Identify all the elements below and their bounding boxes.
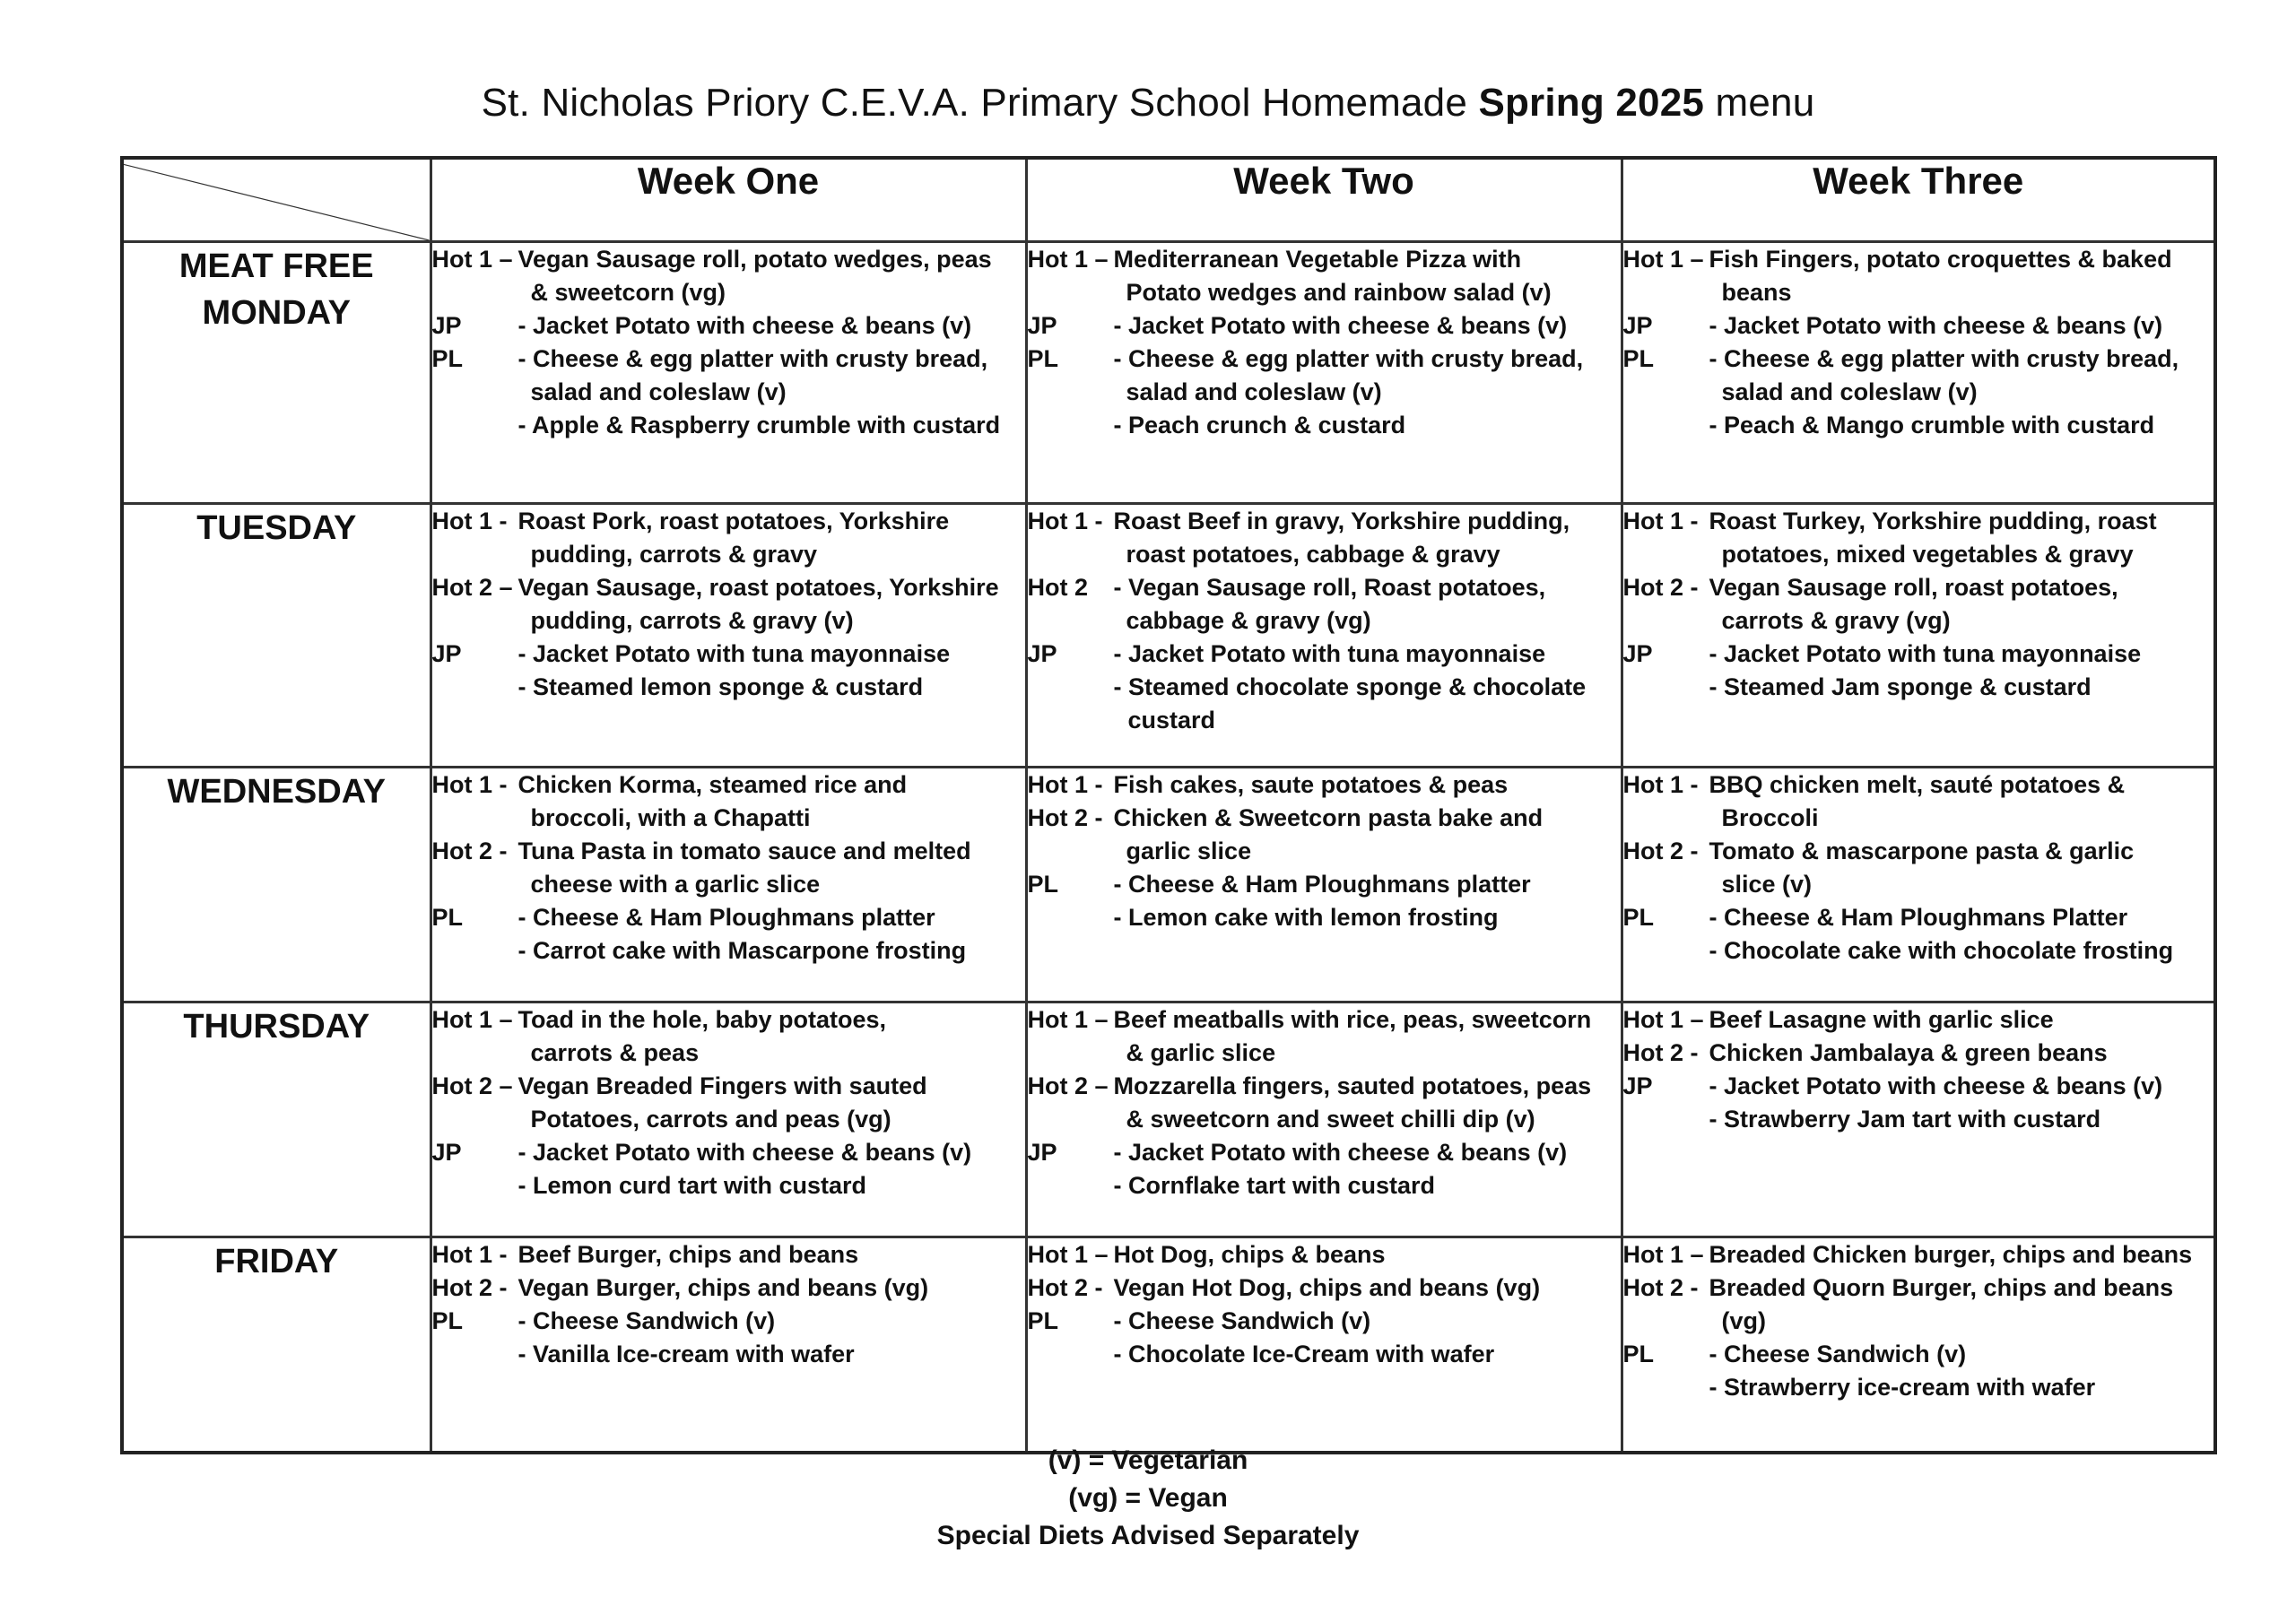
menu-entry <box>432 571 1025 638</box>
entry-text <box>1709 505 2214 571</box>
menu-entry <box>1028 309 1621 343</box>
menu-entry <box>1623 505 2214 571</box>
week-header-2: Week Two <box>1026 158 1622 242</box>
entry-line: - Cheese & egg platter with crusty bread, <box>517 345 988 372</box>
entry-line: - Chocolate cake with chocolate frosting <box>1709 937 2174 964</box>
entry-line: Chicken & Sweetcorn pasta bake and <box>1113 804 1544 831</box>
menu-entry <box>432 1169 1025 1202</box>
entry-text <box>1114 1271 1621 1305</box>
entry-text <box>1114 901 1621 934</box>
menu-cell <box>1622 768 2215 1002</box>
menu-entry <box>432 1271 1025 1305</box>
entry-continuation: custard <box>1127 707 1216 733</box>
legend <box>0 1442 2296 1555</box>
entry-text <box>1709 768 2214 835</box>
menu-entry <box>1028 505 1621 571</box>
entry-line: - Steamed Jam sponge & custard <box>1709 673 2092 700</box>
entry-text <box>1114 243 1621 309</box>
entry-continuation: broccoli, with a Chapatti <box>530 804 811 831</box>
entry-text <box>1709 1003 2214 1037</box>
day-label <box>122 504 430 768</box>
entry-label: Hot 1 - <box>431 771 508 798</box>
day-label-line: MONDAY <box>202 294 351 332</box>
entry-label: JP <box>1027 1139 1057 1166</box>
entry-line: - Cheese & Ham Ploughmans Platter <box>1709 904 2128 931</box>
entry-line: - Cheese & egg platter with crusty bread, <box>1709 345 2179 372</box>
entry-text <box>518 768 1025 835</box>
menu-entry <box>1028 1070 1621 1136</box>
entry-line: - Strawberry Jam tart with custard <box>1709 1106 2101 1133</box>
entry-line: Vegan Sausage, roast potatoes, Yorkshire <box>517 574 999 601</box>
entry-label: JP <box>1622 312 1653 339</box>
menu-entry <box>1623 343 2214 409</box>
menu-cell <box>1026 1002 1622 1237</box>
legend-vegan: (vg) = Vegan <box>1068 1483 1228 1513</box>
entry-text <box>1114 1070 1621 1136</box>
entry-text <box>518 1003 1025 1070</box>
entry-text <box>1709 1371 2214 1404</box>
entry-continuation: cabbage & gravy (vg) <box>1126 607 1371 634</box>
entry-line: Vegan Sausage roll, roast potatoes, <box>1709 574 2118 601</box>
entry-label: Hot 1 – <box>1027 246 1109 273</box>
entry-continuation: roast potatoes, cabbage & gravy <box>1126 541 1500 568</box>
menu-cell <box>1622 504 2215 768</box>
entry-text <box>1114 505 1621 571</box>
menu-entry <box>432 671 1025 704</box>
menu-entry <box>432 1003 1025 1070</box>
entry-line: Roast Turkey, Yorkshire pudding, roast <box>1709 508 2157 534</box>
menu-entry <box>432 768 1025 835</box>
day-row <box>122 504 2215 768</box>
entry-label: Hot 2 – <box>431 1072 513 1099</box>
entry-label: Hot 1 – <box>1027 1006 1109 1033</box>
entry-text <box>518 1169 1025 1202</box>
entry-label: Hot 1 – <box>431 246 513 273</box>
entry-label: PL <box>1622 345 1655 372</box>
menu-cell <box>1026 504 1622 768</box>
menu-entry <box>1623 768 2214 835</box>
entry-label: Hot 2 - <box>431 1274 508 1301</box>
entry-text <box>1114 671 1621 737</box>
entry-line: - Jacket Potato with cheese & beans (v) <box>1709 312 2163 339</box>
entry-label: Hot 2 - <box>1622 1274 1699 1301</box>
menu-entry <box>1623 1371 2214 1404</box>
entry-label: PL <box>431 1307 464 1334</box>
menu-entry <box>1028 1238 1621 1271</box>
entry-label: PL <box>1622 1341 1655 1367</box>
entry-line: - Cheese & egg platter with crusty bread, <box>1113 345 1584 372</box>
entry-line: - Jacket Potato with cheese & beans (v) <box>1709 1072 2163 1099</box>
menu-cell <box>430 504 1026 768</box>
entry-label: Hot 2 - <box>1622 838 1699 864</box>
entry-text <box>518 1070 1025 1136</box>
entry-text <box>518 934 1025 968</box>
entry-text <box>518 505 1025 571</box>
entry-line: - Lemon cake with lemon frosting <box>1113 904 1499 931</box>
menu-entry <box>1028 638 1621 671</box>
entry-label: Hot 1 - <box>1027 771 1103 798</box>
entry-text <box>1114 1136 1621 1169</box>
entry-text <box>518 1338 1025 1371</box>
day-label <box>122 242 430 504</box>
entry-text <box>518 343 1025 409</box>
entry-continuation: & garlic slice <box>1126 1039 1276 1066</box>
entry-line: - Jacket Potato with cheese & beans (v) <box>517 1139 972 1166</box>
menu-entry <box>1028 1003 1621 1070</box>
entry-label: JP <box>1027 640 1057 667</box>
entry-continuation: carrots & peas <box>530 1039 700 1066</box>
entry-text <box>1114 409 1621 442</box>
menu-entry <box>1623 1103 2214 1136</box>
entry-label: Hot 1 – <box>431 1006 513 1033</box>
entry-text <box>518 835 1025 901</box>
entry-line: - Lemon curd tart with custard <box>517 1172 867 1199</box>
entry-text <box>1114 343 1621 409</box>
entry-line: - Cheese Sandwich (v) <box>1709 1341 1967 1367</box>
menu-entry <box>1028 768 1621 802</box>
entry-line: Hot Dog, chips & beans <box>1113 1241 1386 1268</box>
entry-continuation: Potato wedges and rainbow salad (v) <box>1126 279 1552 306</box>
menu-entry <box>1028 1305 1621 1338</box>
menu-entry <box>432 1136 1025 1169</box>
menu-entry <box>432 835 1025 901</box>
entry-line: Roast Pork, roast potatoes, Yorkshire <box>517 508 950 534</box>
day-label <box>122 1002 430 1237</box>
entry-line: Vegan Breaded Fingers with sauted <box>517 1072 927 1099</box>
entry-label: Hot 2 - <box>1622 574 1699 601</box>
entry-text <box>518 1136 1025 1169</box>
entry-label: Hot 2 - <box>1622 1039 1699 1066</box>
entry-label: Hot 1 - <box>431 1241 508 1268</box>
week-header-1: Week One <box>430 158 1026 242</box>
entry-line: Vegan Sausage roll, potato wedges, peas <box>517 246 992 273</box>
entry-text <box>1114 1003 1621 1070</box>
entry-line: - Cheese Sandwich (v) <box>517 1307 776 1334</box>
entry-label: JP <box>1027 312 1057 339</box>
entry-continuation: & sweetcorn and sweet chilli dip (v) <box>1126 1106 1535 1133</box>
day-label-line: MEAT FREE <box>178 247 374 285</box>
entry-text <box>1709 934 2214 968</box>
entry-line: BBQ chicken melt, sauté potatoes & <box>1709 771 2126 798</box>
menu-entry <box>432 934 1025 968</box>
entry-text <box>1114 571 1621 638</box>
entry-text <box>1114 309 1621 343</box>
day-row <box>122 768 2215 1002</box>
corner-cell <box>122 158 430 242</box>
entry-line: - Steamed chocolate sponge & chocolate <box>1113 673 1587 700</box>
menu-cell <box>430 242 1026 504</box>
entry-label: PL <box>1027 871 1059 898</box>
entry-line: - Vanilla Ice-cream with wafer <box>517 1341 855 1367</box>
entry-continuation: beans <box>1721 279 1792 306</box>
entry-label: Hot 1 - <box>431 508 508 534</box>
entry-text <box>1114 768 1621 802</box>
entry-line: Toad in the hole, baby potatoes, <box>517 1006 887 1033</box>
entry-line: Vegan Hot Dog, chips and beans (vg) <box>1113 1274 1541 1301</box>
entry-text <box>518 1238 1025 1271</box>
entry-text <box>1114 1169 1621 1202</box>
menu-entry <box>1028 1136 1621 1169</box>
entry-text <box>1709 1271 2214 1338</box>
entry-line: - Jacket Potato with tuna mayonnaise <box>1709 640 2142 667</box>
entry-label: Hot 1 - <box>1027 508 1103 534</box>
entry-label: Hot 2 - <box>431 838 508 864</box>
day-row <box>122 1002 2215 1237</box>
entry-line: Beef Burger, chips and beans <box>517 1241 859 1268</box>
entry-label: Hot 2 – <box>431 574 513 601</box>
entry-text <box>518 243 1025 309</box>
menu-entry <box>432 901 1025 934</box>
menu-entry <box>1623 1271 2214 1338</box>
entry-text <box>1114 1338 1621 1371</box>
entry-line: - Strawberry ice-cream with wafer <box>1709 1374 2096 1401</box>
menu-entry <box>1623 1338 2214 1371</box>
entry-continuation: cheese with a garlic slice <box>530 871 821 898</box>
menu-entry <box>1623 934 2214 968</box>
entry-label: Hot 2 – <box>1027 1072 1109 1099</box>
entry-line: - Cornflake tart with custard <box>1113 1172 1436 1199</box>
entry-text <box>1114 868 1621 901</box>
menu-entry <box>1623 309 2214 343</box>
entry-text <box>1709 835 2214 901</box>
menu-entry <box>1623 638 2214 671</box>
menu-entry <box>1623 571 2214 638</box>
entry-line: Vegan Burger, chips and beans (vg) <box>517 1274 929 1301</box>
entry-continuation: salad and coleslaw (v) <box>530 378 787 405</box>
entry-line: - Cheese & Ham Ploughmans platter <box>1113 871 1531 898</box>
entry-text <box>518 409 1025 442</box>
entry-text <box>518 571 1025 638</box>
title-suffix: menu <box>1704 81 1815 125</box>
entry-label: Hot 2 - <box>1027 804 1103 831</box>
entry-label: JP <box>431 640 462 667</box>
entry-line: - Jacket Potato with tuna mayonnaise <box>517 640 951 667</box>
entry-line: - Peach & Mango crumble with custard <box>1709 412 2155 438</box>
entry-label: Hot 1 – <box>1622 246 1704 273</box>
entry-text <box>1114 1238 1621 1271</box>
entry-continuation: pudding, carrots & gravy <box>530 541 818 568</box>
entry-line: - Cheese Sandwich (v) <box>1113 1307 1371 1334</box>
menu-entry <box>1028 409 1621 442</box>
menu-entry <box>1623 835 2214 901</box>
diagonal-line <box>124 160 430 240</box>
entry-line: Tuna Pasta in tomato sauce and melted <box>517 838 971 864</box>
menu-cell <box>1622 242 2215 504</box>
menu-entry <box>1623 243 2214 309</box>
entry-text <box>518 901 1025 934</box>
entry-line: - Cheese & Ham Ploughmans platter <box>517 904 935 931</box>
menu-entry <box>432 1305 1025 1338</box>
menu-entry <box>432 243 1025 309</box>
entry-line: Chicken Jambalaya & green beans <box>1709 1039 2108 1066</box>
entry-label: PL <box>1622 904 1655 931</box>
entry-text <box>1709 343 2214 409</box>
entry-text <box>1709 1070 2214 1103</box>
legend-special-diets: Special Diets Advised Separately <box>936 1521 1360 1550</box>
page-title <box>0 81 2296 126</box>
entry-line: Beef Lasagne with garlic slice <box>1709 1006 2054 1033</box>
menu-entry <box>1028 1271 1621 1305</box>
entry-text <box>1709 671 2214 704</box>
entry-label: Hot 1 – <box>1027 1241 1109 1268</box>
entry-label: JP <box>431 1139 462 1166</box>
entry-label: PL <box>431 904 464 931</box>
entry-label: PL <box>1027 345 1059 372</box>
menu-entry <box>1623 901 2214 934</box>
menu-entry <box>432 309 1025 343</box>
entry-label: Hot 1 - <box>1622 771 1699 798</box>
entry-text <box>1709 409 2214 442</box>
menu-entry <box>1028 901 1621 934</box>
menu-entry <box>432 505 1025 571</box>
entry-continuation: potatoes, mixed vegetables & gravy <box>1721 541 2134 568</box>
menu-entry <box>432 409 1025 442</box>
menu-entry <box>432 343 1025 409</box>
header-row <box>122 158 2215 242</box>
entry-line: - Carrot cake with Mascarpone frosting <box>517 937 967 964</box>
entry-continuation: & sweetcorn (vg) <box>530 279 726 306</box>
entry-line: - Chocolate Ice-Cream with wafer <box>1113 1341 1495 1367</box>
day-label-line: FRIDAY <box>214 1243 339 1280</box>
entry-label: Hot 2 - <box>1027 1274 1103 1301</box>
menu-entry <box>1028 802 1621 868</box>
menu-entry <box>432 638 1025 671</box>
menu-cell <box>1026 1237 1622 1453</box>
entry-text <box>518 671 1025 704</box>
legend-vegetarian: (v) = Vegetarian <box>1048 1445 1248 1475</box>
entry-continuation: carrots & gravy (vg) <box>1721 607 1951 634</box>
menu-cell <box>430 768 1026 1002</box>
entry-text <box>1709 638 2214 671</box>
entry-text <box>518 1271 1025 1305</box>
entry-label: PL <box>1027 1307 1059 1334</box>
entry-line: Breaded Quorn Burger, chips and beans <box>1709 1274 2174 1301</box>
entry-line: - Jacket Potato with tuna mayonnaise <box>1113 640 1546 667</box>
entry-continuation: slice (v) <box>1721 871 1813 898</box>
menu-entry <box>1028 243 1621 309</box>
entry-text <box>1709 309 2214 343</box>
entry-line: Mediterranean Vegetable Pizza with <box>1113 246 1522 273</box>
week-header-3: Week Three <box>1622 158 2215 242</box>
entry-continuation: salad and coleslaw (v) <box>1721 378 1978 405</box>
entry-line: Roast Beef in gravy, Yorkshire pudding, <box>1113 508 1570 534</box>
entry-label: Hot 2 <box>1027 574 1088 601</box>
day-label-line: WEDNESDAY <box>167 773 387 811</box>
menu-entry <box>1623 1238 2214 1271</box>
entry-text <box>1709 571 2214 638</box>
entry-line: - Steamed lemon sponge & custard <box>517 673 924 700</box>
menu-entry <box>1028 571 1621 638</box>
day-row <box>122 1237 2215 1453</box>
menu-cell <box>1026 768 1622 1002</box>
entry-line: - Jacket Potato with cheese & beans (v) <box>517 312 972 339</box>
entry-label: PL <box>431 345 464 372</box>
title-season: Spring 2025 <box>1478 81 1705 125</box>
menu-entry <box>1623 671 2214 704</box>
entry-label: JP <box>1622 1072 1653 1099</box>
entry-line: Mozzarella fingers, sauted potatoes, peas <box>1113 1072 1592 1099</box>
entry-continuation: Broccoli <box>1721 804 1819 831</box>
menu-entry <box>1623 1003 2214 1037</box>
entry-line: - Peach crunch & custard <box>1113 412 1406 438</box>
menu-entry <box>432 1238 1025 1271</box>
entry-line: - Vegan Sausage roll, Roast potatoes, <box>1113 574 1546 601</box>
title-prefix: St. Nicholas Priory C.E.V.A. Primary School Homemade <box>481 81 1479 125</box>
entry-label: Hot 1 – <box>1622 1241 1704 1268</box>
entry-line: Fish Fingers, potato croquettes & baked <box>1709 246 2172 273</box>
entry-line: Fish cakes, saute potatoes & peas <box>1113 771 1509 798</box>
entry-label: JP <box>1622 640 1653 667</box>
menu-entry <box>1623 409 2214 442</box>
entry-continuation: Potatoes, carrots and peas (vg) <box>530 1106 891 1133</box>
menu-table <box>120 156 2217 1454</box>
menu-entry <box>1028 1338 1621 1371</box>
day-label-line: THURSDAY <box>183 1008 370 1046</box>
entry-text <box>1709 901 2214 934</box>
entry-line: - Apple & Raspberry crumble with custard <box>517 412 1001 438</box>
entry-text <box>1709 243 2214 309</box>
entry-text <box>518 1305 1025 1338</box>
entry-label: Hot 1 – <box>1622 1006 1704 1033</box>
menu-entry <box>1623 1037 2214 1070</box>
menu-entry <box>1028 868 1621 901</box>
entry-continuation: garlic slice <box>1126 838 1252 864</box>
entry-text <box>1709 1037 2214 1070</box>
menu-entry <box>1028 671 1621 737</box>
entry-line: Breaded Chicken burger, chips and beans <box>1709 1241 2193 1268</box>
entry-continuation: salad and coleslaw (v) <box>1126 378 1382 405</box>
entry-label: Hot 1 - <box>1622 508 1699 534</box>
entry-line: Beef meatballs with rice, peas, sweetcorn <box>1113 1006 1592 1033</box>
menu-cell <box>430 1002 1026 1237</box>
entry-line: - Jacket Potato with cheese & beans (v) <box>1113 1139 1568 1166</box>
menu-entry <box>1028 343 1621 409</box>
day-label-line: TUESDAY <box>196 509 357 547</box>
menu-entry <box>432 1338 1025 1371</box>
entry-text <box>518 638 1025 671</box>
menu-entry <box>432 1070 1025 1136</box>
day-row <box>122 242 2215 504</box>
entry-text <box>1709 1103 2214 1136</box>
entry-text <box>518 309 1025 343</box>
entry-line: Chicken Korma, steamed rice and <box>517 771 908 798</box>
entry-text <box>1114 802 1621 868</box>
menu-cell <box>1622 1002 2215 1237</box>
entry-continuation: (vg) <box>1721 1307 1766 1334</box>
menu-cell <box>1622 1237 2215 1453</box>
menu-cell <box>430 1237 1026 1453</box>
day-label <box>122 768 430 1002</box>
menu-cell <box>1026 242 1622 504</box>
entry-label: JP <box>431 312 462 339</box>
entry-text <box>1114 1305 1621 1338</box>
entry-text <box>1709 1238 2214 1271</box>
entry-line: - Jacket Potato with cheese & beans (v) <box>1113 312 1568 339</box>
entry-text <box>1709 1338 2214 1371</box>
entry-continuation: pudding, carrots & gravy (v) <box>530 607 854 634</box>
menu-entry <box>1028 1169 1621 1202</box>
entry-text <box>1114 638 1621 671</box>
menu-entry <box>1623 1070 2214 1103</box>
day-label <box>122 1237 430 1453</box>
entry-line: Tomato & mascarpone pasta & garlic <box>1709 838 2135 864</box>
